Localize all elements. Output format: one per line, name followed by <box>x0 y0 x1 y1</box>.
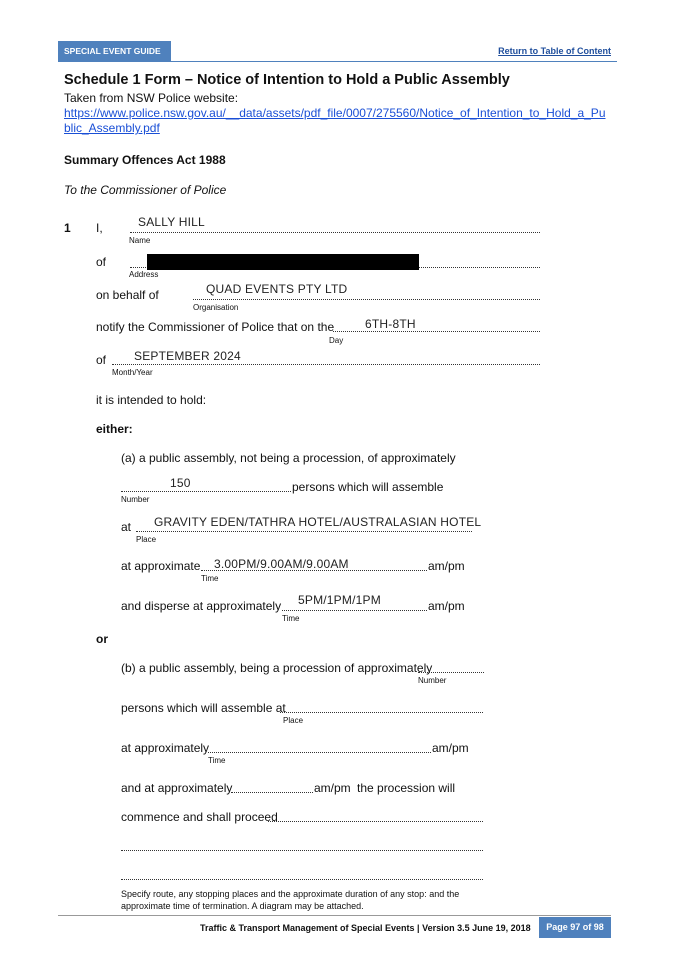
place-caption: Place <box>136 535 157 544</box>
address-caption: Address <box>129 270 159 279</box>
a-persons-text: persons which will assemble <box>292 480 444 494</box>
of2-label: of <box>96 353 107 367</box>
b-proceed-text: commence and shall proceed <box>121 810 278 824</box>
notify-label: notify the Commissioner of Police that on the <box>96 320 335 334</box>
day-line <box>333 331 540 332</box>
org-field[interactable]: QUAD EVENTS PTY LTD <box>206 282 348 296</box>
time-caption: Time <box>201 574 219 583</box>
b-number-line[interactable] <box>418 672 484 673</box>
route-note: Specify route, any stopping places and the approximate duration of any stop: and the approximate time of termination. A diagram may be attached. <box>121 889 460 911</box>
route-line-3[interactable] <box>121 879 483 880</box>
month-line <box>112 364 540 365</box>
section-tag: SPECIAL EVENT GUIDE <box>58 41 171 61</box>
source-intro: Taken from NSW Police website: <box>64 91 239 105</box>
month-field[interactable]: SEPTEMBER 2024 <box>134 349 241 363</box>
name-caption: Name <box>129 236 151 245</box>
b-time-line[interactable] <box>208 752 431 753</box>
a-approx-label: at approximate <box>121 559 201 573</box>
page-title: Schedule 1 Form – Notice of Intention to Hold a Public Assembly <box>64 72 510 88</box>
place-field[interactable]: GRAVITY EDEN/TATHRA HOTEL/AUSTRALASIAN HOTEL <box>154 515 482 529</box>
option-b-text: (b) a public assembly, being a procession of approximately <box>121 661 433 675</box>
i-label: I, <box>96 221 103 235</box>
header-rule <box>58 61 617 62</box>
disperse-field[interactable]: 5PM/1PM/1PM <box>298 593 381 607</box>
a-ampm: am/pm <box>428 559 465 573</box>
b-commence-line[interactable] <box>231 792 313 793</box>
b-approx-label: at approximately <box>121 741 210 755</box>
of-label: of <box>96 255 107 269</box>
toc-link[interactable]: Return to Table of Content <box>498 46 611 56</box>
month-caption: Month/Year <box>112 368 153 377</box>
name-field[interactable]: SALLY HILL <box>138 215 205 229</box>
name-line <box>130 232 540 233</box>
source-link[interactable]: https://www.police.nsw.gov.au/__data/assets/pdf_file/0007/275560/Notice_of_Intention_to_Hold_a_Public_Assembly.pdf <box>64 106 606 135</box>
org-caption: Organisation <box>193 303 239 312</box>
item-number: 1 <box>64 221 71 235</box>
redaction-bar <box>147 254 419 270</box>
b-persons-text: persons which will assemble at <box>121 701 286 715</box>
disperse-line <box>282 610 427 611</box>
intended-text: it is intended to hold: <box>96 393 207 407</box>
addressee: To the Commissioner of Police <box>64 183 227 197</box>
or-label: or <box>96 632 108 646</box>
footer-rule <box>58 915 611 916</box>
page-number: Page 97 of 98 <box>539 917 611 938</box>
b-time-caption: Time <box>208 756 226 765</box>
act-heading: Summary Offences Act 1988 <box>64 153 226 167</box>
disperse-caption: Time <box>282 614 300 623</box>
option-a-text: (a) a public assembly, not being a procession, of approximately <box>121 451 456 465</box>
a-at-label: at <box>121 520 132 534</box>
route-line-1[interactable] <box>268 821 483 822</box>
a-number-field[interactable]: 150 <box>170 476 191 490</box>
b-place-line[interactable] <box>280 712 483 713</box>
disperse-ampm: am/pm <box>428 599 465 613</box>
day-caption: Day <box>329 336 344 345</box>
b-place-caption: Place <box>283 716 304 725</box>
either-label: either: <box>96 422 133 436</box>
b-commence-text: the procession will <box>357 781 456 795</box>
place-line <box>136 531 472 532</box>
b-commence-ampm: am/pm <box>314 781 351 795</box>
day-field[interactable]: 6TH-8TH <box>365 317 416 331</box>
b-number-caption: Number <box>418 676 447 685</box>
behalf-label: on behalf of <box>96 288 159 302</box>
disperse-label: and disperse at approximately <box>121 599 282 613</box>
a-number-line <box>121 491 291 492</box>
b-and-at-label: and at approximately <box>121 781 233 795</box>
b-ampm: am/pm <box>432 741 469 755</box>
time-field[interactable]: 3.00PM/9.00AM/9.00AM <box>214 557 349 571</box>
footer-text: Traffic & Transport Management of Special Events | Version 3.5 June 19, 2018 <box>200 923 531 933</box>
a-number-caption: Number <box>121 495 150 504</box>
org-line <box>193 299 540 300</box>
route-line-2[interactable] <box>121 850 483 851</box>
